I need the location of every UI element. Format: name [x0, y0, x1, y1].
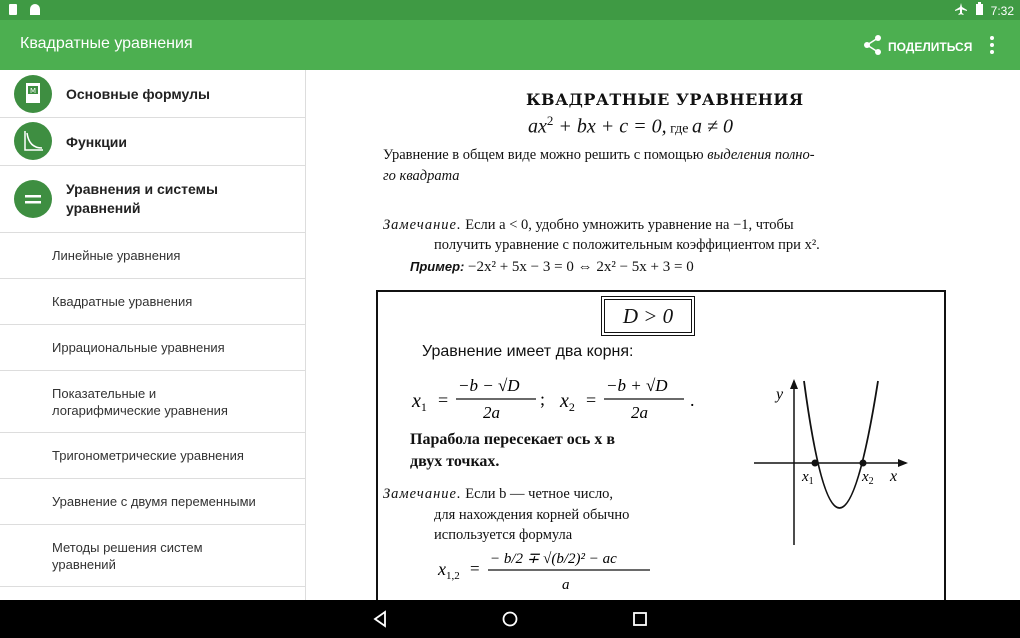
- sidebar: [0, 70, 306, 600]
- sidebar-item-trigonometric[interactable]: [0, 433, 306, 479]
- sidebar-item-systems[interactable]: [0, 525, 306, 587]
- equals-sign: =: [586, 390, 597, 410]
- parabola-curve: [804, 381, 878, 508]
- x-axis-arrow: [898, 459, 908, 467]
- sidebar-item-linear[interactable]: [0, 233, 306, 279]
- android-icon: [28, 3, 42, 21]
- eq-condition: a ≠ 0: [692, 115, 734, 138]
- intro-part: Уравнение в общем виде можно решить с помощью: [383, 147, 704, 163]
- sidebar-item-label: [52, 539, 203, 573]
- x1-numerator: −b − √D: [458, 376, 520, 395]
- navigation-bar: [0, 600, 1020, 638]
- formula-content: [306, 70, 1020, 600]
- root-label-2: $x_2$: [862, 469, 874, 487]
- y-axis-label: y: [776, 386, 784, 403]
- intro-text: [383, 145, 943, 187]
- x2-symbol: $x_2$: [560, 390, 575, 414]
- home-icon[interactable]: [500, 609, 520, 629]
- sidebar-item-label: [52, 385, 228, 419]
- sidebar-item-irrational[interactable]: [0, 325, 306, 371]
- intro-italic: выделения полно-: [707, 147, 815, 163]
- x2-denominator: 2a: [631, 403, 648, 422]
- remark-text: для нахождения корней обычно: [434, 507, 630, 523]
- airplane-icon: [954, 2, 968, 19]
- root-label-1: $x_1$: [802, 469, 814, 487]
- sidebar-item-label-line: Показательные и: [52, 386, 157, 401]
- page-heading: КВАДРАТНЫЕ УРАВНЕНИЯ: [526, 90, 804, 109]
- two-roots-text: Уравнение имеет два корня:: [422, 343, 634, 360]
- root-point-1: [812, 460, 819, 467]
- x12-symbol: $x_{1,2}$: [438, 559, 460, 582]
- more-options-icon[interactable]: [982, 34, 1002, 56]
- eq-part: + bx + c = 0,: [553, 115, 667, 138]
- clock-time: 7:32: [990, 3, 1014, 18]
- sidebar-item-two-variables[interactable]: [0, 479, 306, 525]
- category-label-line: Уравнения и системы: [66, 181, 218, 197]
- battery-icon: [975, 2, 984, 19]
- graph-icon: [14, 122, 52, 160]
- sidebar-item-label: Уравнение с двумя переменными: [52, 494, 256, 509]
- remark-label: Замечание.: [383, 217, 462, 233]
- even-b-formula: [434, 543, 664, 597]
- main-equation: [528, 113, 733, 139]
- eq-where: где: [666, 121, 693, 137]
- remark2: [383, 484, 613, 504]
- share-button[interactable]: [862, 34, 972, 59]
- sidebar-category-basic-formulas[interactable]: [0, 70, 306, 118]
- sidebar-item-label: Тригонометрические уравнения: [52, 448, 244, 463]
- case-label: D > 0: [604, 299, 692, 333]
- roots-formula: [406, 370, 706, 430]
- sidebar-item-label-line: логарифмические уравнения: [52, 403, 228, 418]
- parabola-text: [410, 429, 615, 473]
- app-title: Квадратные уравнения: [20, 35, 193, 52]
- remark-text: получить уравнение с положительным коэффициентом при x².: [434, 237, 820, 253]
- x12-denominator: a: [562, 577, 570, 593]
- semicolon: ;: [540, 389, 546, 409]
- sidebar-item-label-line: Методы решения систем: [52, 540, 203, 555]
- notification-file-icon: [8, 3, 18, 21]
- x-axis-label: x: [890, 468, 898, 485]
- share-label: ПОДЕЛИТЬСЯ: [888, 39, 973, 54]
- parabola-line: Парабола пересекает ось x в: [410, 431, 615, 448]
- y-axis-arrow: [790, 379, 798, 389]
- sidebar-item-label: Линейные уравнения: [52, 248, 181, 263]
- back-icon[interactable]: [371, 609, 391, 629]
- remark-text: Если b — четное число,: [465, 486, 614, 502]
- remark-label: Замечание.: [383, 486, 462, 502]
- x12-numerator: − b/2 ∓ √(b/2)² − ac: [490, 551, 617, 567]
- parabola-graph: [746, 375, 916, 555]
- x2-numerator: −b + √D: [606, 376, 668, 395]
- equals-sign: =: [438, 390, 449, 410]
- svg-text:M: M: [29, 87, 37, 95]
- remark-text: Если a < 0, удобно умножить уравнение на −1, чтобы: [465, 217, 794, 233]
- example-label: Пример:: [410, 259, 465, 274]
- example-equation: −2x² + 5x − 3 = 0 ⇔ 2x² − 5x + 3 = 0: [467, 259, 694, 275]
- sidebar-item-exponential[interactable]: [0, 371, 306, 433]
- equals-icon: [14, 180, 52, 218]
- parabola-line: двух точках.: [410, 453, 500, 470]
- sidebar-category-functions[interactable]: [0, 118, 306, 166]
- eq-exponent: 2: [546, 113, 554, 128]
- status-bar: [0, 0, 1020, 20]
- category-label: [66, 180, 218, 218]
- sidebar-category-equations[interactable]: [0, 166, 306, 233]
- period: .: [690, 390, 695, 410]
- root-point-2: [860, 460, 867, 467]
- share-icon: [862, 34, 884, 59]
- remark: [383, 217, 794, 234]
- sidebar-item-label-line: уравнений: [52, 557, 116, 572]
- x1-symbol: $x_1$: [412, 390, 427, 414]
- category-label: Функции: [66, 134, 128, 150]
- example: [410, 259, 694, 276]
- app-bar: [0, 20, 1020, 70]
- category-label: Основные формулы: [66, 86, 210, 102]
- sidebar-item-label: Иррациональные уравнения: [52, 340, 225, 355]
- category-label-line: уравнений: [66, 200, 141, 216]
- remark-text: используется формула: [434, 527, 573, 543]
- sidebar-item-label: Квадратные уравнения: [52, 294, 193, 309]
- x1-denominator: 2a: [483, 403, 500, 422]
- recents-icon[interactable]: [630, 609, 650, 629]
- eq-part: ax: [528, 115, 547, 138]
- intro-italic: го квадрата: [383, 168, 460, 184]
- equals-sign: =: [470, 559, 480, 578]
- sidebar-item-quadratic[interactable]: [0, 279, 306, 325]
- book-icon: [14, 75, 52, 113]
- remark2-more: [434, 505, 629, 545]
